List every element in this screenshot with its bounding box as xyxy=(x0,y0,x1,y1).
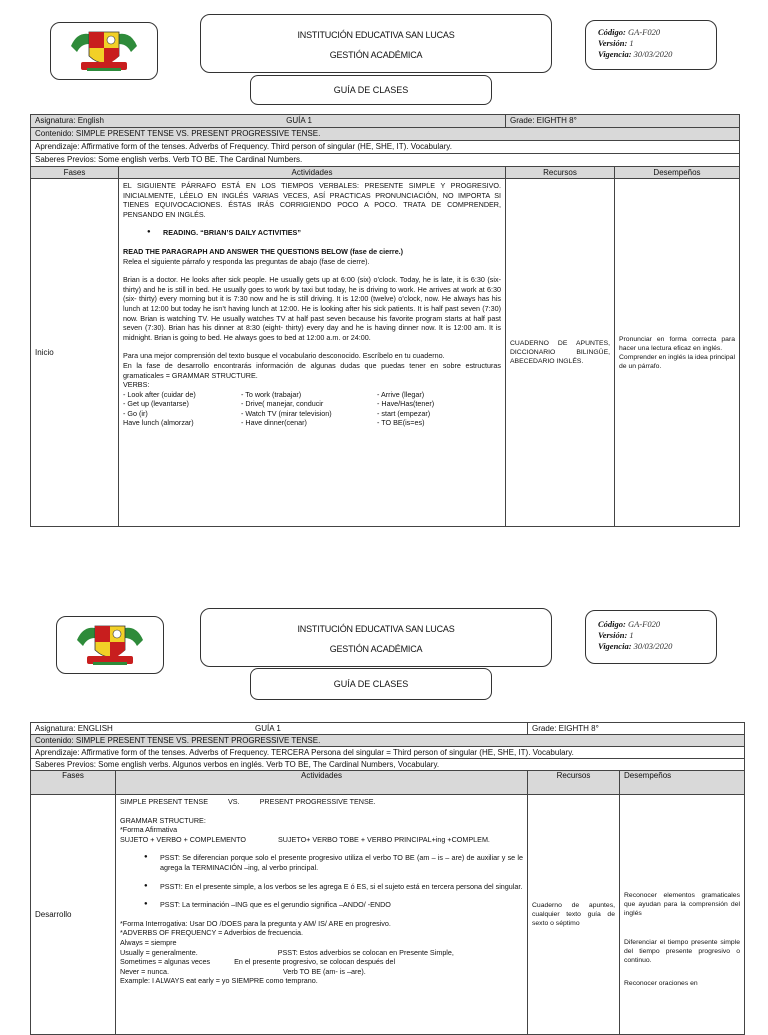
subject: Asignatura: English xyxy=(35,116,104,125)
guide-number: GUÍA 1 xyxy=(255,723,281,733)
col-activities: Actividades xyxy=(119,167,506,179)
title-vs: VS. xyxy=(228,797,240,806)
grammar-note: ● PSST: La terminación –ING que es el gerundio significa –ANDO/ -ENDO xyxy=(120,900,523,910)
tense-comparison-title xyxy=(120,797,523,807)
subject: Asignatura: ENGLISH xyxy=(35,723,113,733)
grade: Grade: EIGHTH 8° xyxy=(528,723,745,735)
verb-item: - Arrive (llegar) xyxy=(377,389,425,399)
formula-progressive: SUJETO+ VERBO TOBE + VERBO PRINCIPAL+ing +COMPLEM. xyxy=(277,834,490,844)
subject-row xyxy=(31,115,506,128)
version-label: Versión: xyxy=(598,630,628,640)
adverb-row xyxy=(120,957,523,967)
verb-item: - Have/Has(tener) xyxy=(377,399,435,409)
adverb-example: Example: I ALWAYS eat early = yo SIEMPRE como temprano. xyxy=(120,976,318,986)
activity-intro: EL SIGUIENTE PÁRRAFO ESTÁ EN LOS TIEMPOS VERBALES: PRESENTE SIMPLE Y PROGRESIVO. INICIALMENTE, LÉELO EN INGLÉS VARIAS VECES, ASÍ PRACTICAS PRONUNCIACIÓN, NO IMPORTA SI TIENES EQUIVOCACIONES. ÉSTAS IRÁS CORRIGIENDO POCO A POCO. TRATA DE COMPRENDER, PENSANDO EN INGLÉS. xyxy=(123,181,501,219)
code-value: GA-F020 xyxy=(628,619,661,629)
class-guide-table xyxy=(30,114,740,527)
development-note: En la fase de desarrollo encontrarás información de algunas dudas que puedas tener en sobre estructuras gramaticales = GRAMMAR STRUCTURE. xyxy=(123,360,501,380)
validity-label: Vigencia: xyxy=(598,641,632,651)
adverb-usually: Usually = generalmente. xyxy=(120,947,198,957)
grade: Grade: EIGHTH 8° xyxy=(506,115,740,128)
verb-item: - TO BE(is=es) xyxy=(377,418,425,428)
version-label: Versión: xyxy=(598,38,628,48)
resources-cell: CUADERNO DE APUNTES, DICCIONARIO BILINGÜE, ABECEDARIO INGLÉS. xyxy=(506,179,615,527)
grammar-note: ● PSST: Se diferencian porque solo el presente progresivo utiliza el verbo TO BE (am – is – are) de auxiliar y se le agrega la TERMINACIÓN –ing, al verbo principal. xyxy=(120,853,523,872)
col-performance: Desempeños xyxy=(615,167,740,179)
validity-value: 30/03/2020 xyxy=(633,641,673,651)
institution-name: INSTITUCIÓN EDUCATIVA SAN LUCAS xyxy=(297,30,455,40)
reading-instruction-en: READ THE PARAGRAPH AND ANSWER THE QUESTIONS BELOW (fase de cierre.) xyxy=(123,246,404,256)
school-crest-icon xyxy=(73,620,147,670)
adverb-always: Always = siempre xyxy=(120,937,177,947)
progressive-placement-note: En el presente progresivo, se colocan después del xyxy=(234,957,396,967)
institution-name: INSTITUCIÓN EDUCATIVA SAN LUCAS xyxy=(297,624,455,634)
interrogative-form: *Forma Interrogativa: Usar DO /DOES para la pregunta y AM/ IS/ ARE en progresivo. xyxy=(120,918,391,928)
col-phases: Fases xyxy=(31,771,116,795)
verb-item: - To work (trabajar) xyxy=(241,389,302,399)
guide-number: GUÍA 1 xyxy=(286,116,312,125)
guide-title: GUÍA DE CLASES xyxy=(333,679,409,689)
reading-title: ● READING. “BRIAN’S DAILY ACTIVITIES” xyxy=(123,228,501,238)
grammar-structure-title: GRAMMAR STRUCTURE: xyxy=(120,815,206,825)
guide-title: GUÍA DE CLASES xyxy=(333,85,409,95)
performance-cell xyxy=(620,795,745,1035)
formula-row xyxy=(120,835,523,845)
prior-knowledge-row: Saberes Previos: Some english verbs. Algunos verbos en inglés. Verb TO BE, The Cardinal Numbers, Vocabulary. xyxy=(31,759,745,771)
content-row: Contenido: SIMPLE PRESENT TENSE VS. PRESENT PROGRESSIVE TENSE. xyxy=(31,128,740,141)
school-logo xyxy=(50,22,158,80)
performance-item: Comprender en inglés la idea principal de un párrafo. xyxy=(619,353,735,370)
adverb-row xyxy=(120,948,523,958)
document-code-box xyxy=(585,610,717,664)
code-label: Código: xyxy=(598,619,626,629)
performance-item: Reconocer oraciones en xyxy=(624,980,698,987)
phase-cell: Desarrollo xyxy=(31,795,116,1035)
institution-header xyxy=(200,608,552,667)
adverb-never: Never = nunca. xyxy=(120,966,169,976)
activities-cell xyxy=(119,179,506,527)
verb-item: - Go (ir) xyxy=(123,408,148,418)
verb-item: - Watch TV (mirar television) xyxy=(241,408,332,418)
validity-label: Vigencia: xyxy=(598,49,632,59)
school-logo xyxy=(56,616,164,674)
learning-row: Aprendizaje: Affirmative form of the tenses. Adverbs of Frequency. TERCERA Persona del singular = Third person of singular (HE, SHE, IT). Vocabulary. xyxy=(31,747,745,759)
version-value: 1 xyxy=(629,630,634,640)
verbs-title: VERBS: xyxy=(123,380,150,390)
version-value: 1 xyxy=(629,38,634,48)
code-value: GA-F020 xyxy=(628,27,661,37)
performance-cell xyxy=(615,179,740,527)
adverb-placement-note: PSST: Estos adverbios se colocan en Presente Simple, xyxy=(277,947,454,957)
adverbs-title: *ADVERBS OF FREQUENCY = Adverbios de frecuencia. xyxy=(120,928,304,938)
col-performance: Desempeños xyxy=(620,771,745,795)
phase-cell: Inicio xyxy=(31,179,119,527)
validity-value: 30/03/2020 xyxy=(633,49,673,59)
learning-row: Aprendizaje: Affirmative form of the tenses. Adverbs of Frequency. Third person of singular (HE, SHE, IT). Vocabulary. xyxy=(31,141,740,154)
performance-item: Diferenciar el tiempo presente simple del tiempo presente progresivo o continuo. xyxy=(624,939,740,964)
verb-item: - Drive( manejar, conducir xyxy=(241,399,324,409)
subject-row xyxy=(31,723,528,735)
reading-paragraph: Brian is a doctor. He looks after sick people. He usually gets up at 6:00 (six) o’clock. Today, he is late, it is 6:30 (six-thirty) and he is still in bed. He usually goes to work by taxi but today, he is driving to work. He arrives at work at 6:30 (six- thirty) every morning but it is 7:30 now and he is still driving. It is 12:00 (twelve) o’clock, now. He always has his lunch at 12:00 but today he isn’t having lunch at 12:00. He is looking after his sick patients. It is half past seven (7:30) now. Brian is watching TV. He usually watches TV at half past seven because his favorite program starts at half past seven (7:30). Brian has his dinner at 8:30 (eight- thirty) every day and he is having dinner now. It is 12:00 am. It is midnight. Brian is going to bed. He always goes to bed at 12:00 a.m. or 24:00. xyxy=(123,275,501,342)
guide-title-box xyxy=(250,75,492,105)
verb-item: - Look after (cuidar de) xyxy=(123,389,196,399)
adverb-sometimes: Sometimes = algunas veces xyxy=(120,957,211,967)
content-row: Contenido: SIMPLE PRESENT TENSE VS. PRESENT PROGRESSIVE TENSE. xyxy=(31,735,745,747)
prior-knowledge-row: Saberes Previos: Some english verbs. Verb TO BE. The Cardinal Numbers. xyxy=(31,154,740,167)
col-activities: Actividades xyxy=(116,771,528,795)
guide-title-box xyxy=(250,668,492,700)
document-code-box xyxy=(585,20,717,70)
school-crest-icon xyxy=(67,26,141,76)
institution-header xyxy=(200,14,552,73)
col-resources: Recursos xyxy=(506,167,615,179)
resources-cell: Cuaderno de apuntes, cualquier texto guía de sexto o séptimo xyxy=(528,795,620,1035)
verb-item: Have lunch (almorzar) xyxy=(123,418,194,428)
performance-item: Reconocer elementos gramaticales que ayudan para la comprensión del inglés xyxy=(624,892,740,917)
col-phases: Fases xyxy=(31,167,119,179)
vocabulary-note: Para una mejor comprensión del texto busque el vocabulario desconocido. Escríbelo en tu cuaderno. xyxy=(123,351,445,361)
reading-instruction-es: Relea el siguiente párrafo y responda las preguntas de abajo (fase de cierre). xyxy=(123,256,370,266)
grammar-note: ● PSST!: En el presente simple, a los verbos se les agrega E ó ES, si el sujeto está en tercera persona del singular. xyxy=(120,882,523,892)
col-resources: Recursos xyxy=(528,771,620,795)
class-guide-table xyxy=(30,722,745,1035)
verb-item: - Have dinner(cenar) xyxy=(241,418,307,428)
verb-to-be-note: Verb TO BE (am- is –are). xyxy=(282,966,366,976)
formula-simple: SUJETO + VERBO + COMPLEMENTO xyxy=(120,834,246,844)
verb-item: - start (empezar) xyxy=(377,408,431,418)
academic-area: GESTIÓN ACADÉMICA xyxy=(329,644,423,654)
title-present-progressive: PRESENT PROGRESSIVE TENSE. xyxy=(259,797,376,806)
activities-cell xyxy=(116,795,528,1035)
verbs-list xyxy=(123,390,501,428)
title-simple-present: SIMPLE PRESENT TENSE xyxy=(120,797,209,806)
affirmative-label: *Forma Afirmativa xyxy=(120,825,178,835)
code-label: Código: xyxy=(598,27,626,37)
performance-item: Pronunciar en forma correcta para hacer una lectura eficaz en inglés. xyxy=(619,335,735,352)
academic-area: GESTIÓN ACADÉMICA xyxy=(329,50,423,60)
adverb-row xyxy=(120,967,523,977)
verb-item: - Get up (levantarse) xyxy=(123,399,189,409)
